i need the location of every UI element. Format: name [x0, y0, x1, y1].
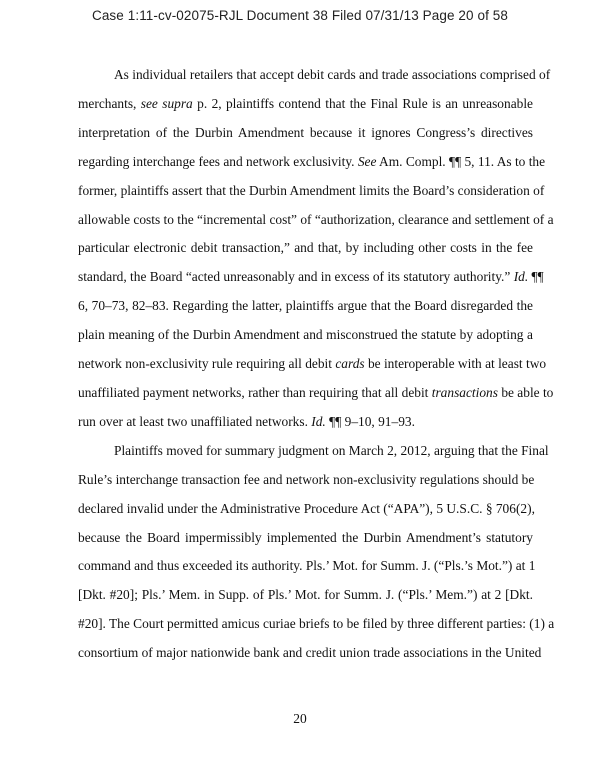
text-run: declared invalid under the Administrative Procedure Act (“APA”), 5 U.S.C. § 706(2), [78, 500, 535, 516]
paragraph [78, 437, 555, 668]
text-run: be interoperable with at least two [364, 356, 547, 372]
text-line [78, 639, 542, 668]
italic-text: cards [335, 356, 365, 372]
text-run: run over at least two unaffiliated networks. [78, 413, 312, 429]
text-run: 6, 70–73, 82–83. Regarding the latter, plaintiffs argue that the Board disregarded the [78, 298, 533, 314]
text-line [78, 61, 551, 90]
text-run: interpretation of the Durbin Amendment because it ignores Congress’s directives [78, 124, 533, 140]
text-line [78, 552, 536, 581]
text-run: ¶¶ [528, 269, 544, 285]
text-line [78, 350, 547, 379]
text-line [78, 495, 533, 524]
document-body [78, 61, 555, 668]
text-run: command and thus exceeded its authority. Pls.’ Mot. for Summ. J. (“Pls.’s Mot.”) at 1 [78, 558, 536, 574]
text-run: merchants, [78, 95, 141, 111]
text-run: Am. Compl. ¶¶ 5, 11. As to the [376, 153, 546, 169]
text-run: be able to [497, 384, 554, 400]
text-run: network non-exclusivity rule requiring all debit [78, 356, 336, 372]
text-run: As individual retailers that accept debit cards and trade associations comprised of [114, 67, 551, 82]
italic-text: transactions [431, 384, 498, 400]
text-line [78, 90, 533, 119]
text-run: regarding interchange fees and network exclusivity. [78, 153, 358, 169]
text-line [78, 292, 533, 321]
text-line [78, 581, 533, 610]
text-run: particular electronic debit transaction,” and that, by including other costs in the fee [78, 240, 533, 256]
text-run: consortium of major nationwide bank and credit union trade associations in the United [78, 645, 542, 661]
text-run: #20]. The Court permitted amicus curiae briefs to be filed by three different parties: (1) a [78, 616, 555, 632]
text-line [78, 148, 546, 177]
case-header: Case 1:11-cv-02075-RJL Document 38 Filed 07/31/13 Page 20 of 58 [91, 8, 509, 23]
text-line [78, 263, 544, 292]
text-run: because the Board impermissibly implemented the Durbin Amendment’s statutory [78, 529, 533, 545]
text-line [78, 610, 555, 639]
text-run: p. 2, plaintiffs contend that the Final Rule is an unreasonable [192, 95, 533, 111]
page-number: 20 [293, 711, 307, 726]
text-line [78, 466, 533, 495]
italic-text: see supra [140, 95, 193, 111]
text-run: Plaintiffs moved for summary judgment on March 2, 2012, arguing that the Final [114, 442, 549, 458]
text-line [78, 379, 554, 408]
text-run: allowable costs to the “incremental cost” of “authorization, clearance and settlement of a [78, 211, 554, 227]
text-line [78, 437, 549, 466]
italic-text: See [357, 153, 377, 169]
text-run: unaffiliated payment networks, rather than requiring that all debit [78, 384, 432, 400]
text-run: ¶¶ 9–10, 91–93. [325, 413, 415, 429]
italic-text: Id. [513, 269, 529, 285]
text-run: [Dkt. #20]; Pls.’ Mem. in Supp. of Pls.’ Mot. for Summ. J. (“Pls.’ Mem.”) at 2 [Dkt. [78, 587, 533, 603]
text-line [78, 408, 533, 437]
text-line [78, 321, 533, 350]
text-run: plain meaning of the Durbin Amendment and misconstrued the statute by adopting a [78, 327, 533, 343]
text-run: Rule’s interchange transaction fee and network non-exclusivity regulations should be [78, 471, 535, 487]
paragraph [78, 61, 554, 437]
paragraph-container [78, 61, 555, 668]
text-line [78, 206, 554, 235]
text-run: former, plaintiffs assert that the Durbin Amendment limits the Board’s consideration of [78, 182, 545, 198]
italic-text: Id. [311, 413, 326, 429]
text-line [78, 119, 533, 148]
text-line [78, 177, 545, 206]
text-line [78, 524, 533, 553]
text-line [78, 234, 533, 263]
text-run: standard, the Board “acted unreasonably and in excess of its statutory authority.” [78, 269, 514, 285]
